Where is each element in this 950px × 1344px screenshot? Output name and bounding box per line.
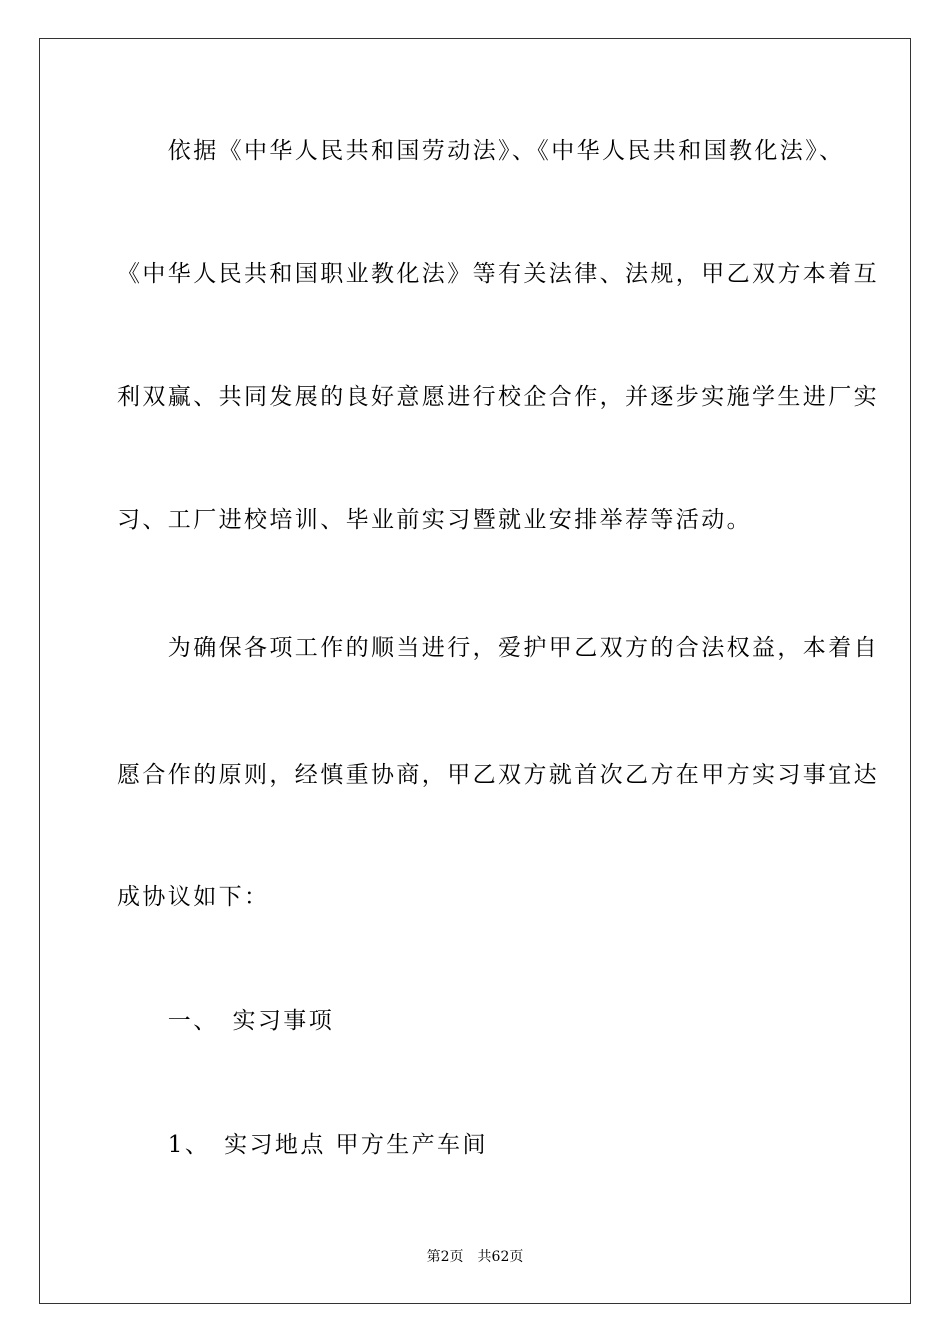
page-frame xyxy=(39,38,911,1304)
paragraph-2-line-1: 为确保各项工作的顺当进行，爱护甲乙双方的合法权益，本着自 xyxy=(117,635,879,661)
paragraph-2-line-2: 愿合作的原则，经慎重协商，甲乙双方就首次乙方在甲方实习事宜达 xyxy=(117,762,879,788)
paragraph-1-line-4: 习、工厂进校培训、毕业前实习暨就业安排举荐等活动。 xyxy=(117,507,752,533)
section-heading: 一、 实习事项 xyxy=(117,1008,335,1034)
page-number-footer: 第2页 共62页 xyxy=(426,1249,524,1265)
paragraph-1-line-1: 依据《中华人民共和国劳动法》、《中华人民共和国教化法》、 xyxy=(117,138,845,164)
list-item: 1、 实习地点 甲方生产车间 xyxy=(117,1132,488,1158)
paragraph-2-line-3: 成协议如下： xyxy=(117,884,270,910)
paragraph-1-line-2: 《中华人民共和国职业教化法》等有关法律、法规，甲乙双方本着互 xyxy=(117,261,879,287)
paragraph-1-line-3: 利双赢、共同发展的良好意愿进行校企合作，并逐步实施学生进厂实 xyxy=(117,384,879,410)
